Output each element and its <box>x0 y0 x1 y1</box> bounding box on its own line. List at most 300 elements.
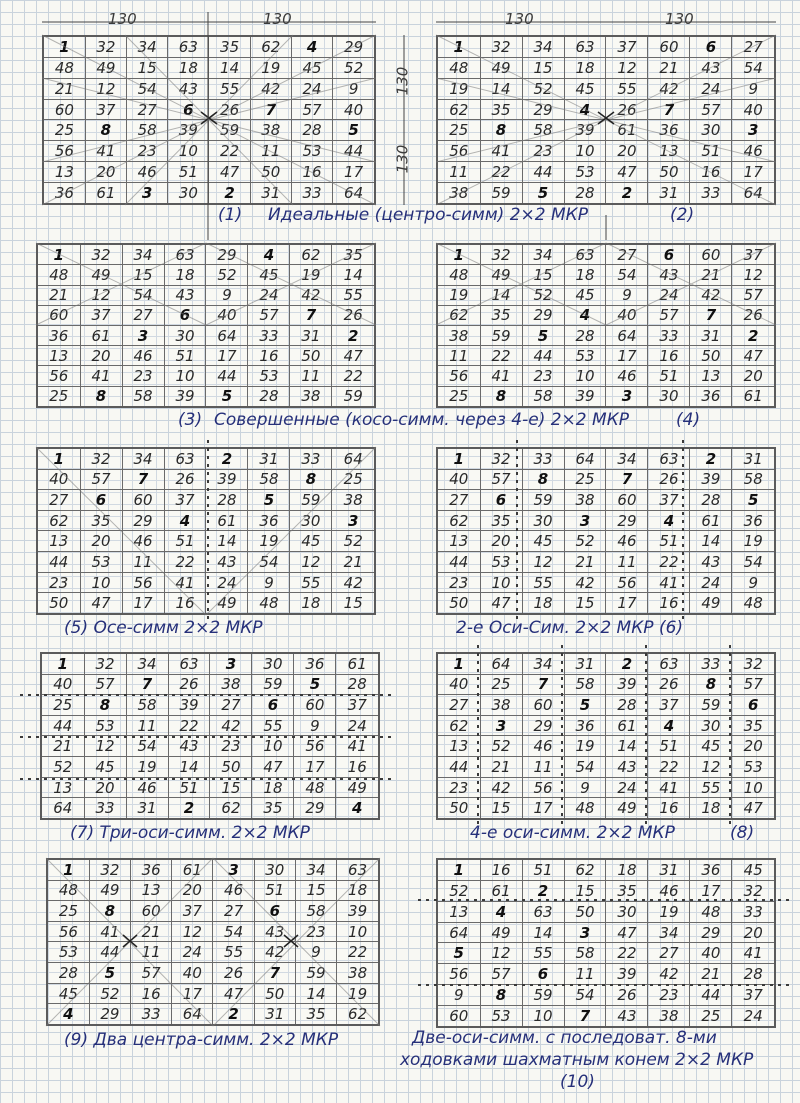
square-cell: 61 <box>606 715 648 736</box>
square-cell: 54 <box>732 552 775 573</box>
square-row <box>41 757 379 778</box>
square-cell: 2 <box>732 325 775 345</box>
square-cell: 38 <box>648 1006 690 1027</box>
square-cell: 30 <box>690 715 732 736</box>
square-row <box>437 715 775 736</box>
square-cell: 27 <box>127 99 168 120</box>
square-cell: 30 <box>254 859 295 880</box>
square-cell: 26 <box>209 99 250 120</box>
square-cell: 8 <box>690 674 732 695</box>
square-cell: 48 <box>437 265 480 285</box>
square-cell: 44 <box>37 552 80 573</box>
square-cell: 32 <box>80 244 122 265</box>
square-cell: 13 <box>437 531 480 552</box>
square-cell: 17 <box>206 346 248 366</box>
square-row <box>437 757 775 778</box>
square-cell: 10 <box>732 777 775 798</box>
square-cell: 64 <box>480 653 522 674</box>
square-cell: 37 <box>172 901 213 922</box>
square-cell: 54 <box>213 921 254 942</box>
square-cell: 25 <box>47 901 89 922</box>
square-cell: 9 <box>333 78 375 99</box>
square-cell: 4 <box>248 244 290 265</box>
square-cell: 43 <box>206 552 248 573</box>
square-cell: 35 <box>80 510 122 531</box>
square-cell: 14 <box>206 531 248 552</box>
square-cell: 41 <box>336 736 379 757</box>
square-cell: 36 <box>732 510 775 531</box>
square-row <box>41 798 379 819</box>
square-cell: 24 <box>172 942 213 963</box>
square-cell: 57 <box>248 305 290 325</box>
square-cell: 51 <box>164 346 206 366</box>
square-cell: 54 <box>126 736 168 757</box>
square-cell: 21 <box>648 57 690 78</box>
square-cell: 3 <box>210 653 252 674</box>
square-cell: 54 <box>248 552 290 573</box>
square-cell: 36 <box>131 859 172 880</box>
square-cell: 9 <box>732 572 775 593</box>
square-cell: 51 <box>648 736 690 757</box>
square-cell: 55 <box>606 78 648 99</box>
dimension-label: 130 <box>263 10 292 28</box>
square-cell: 13 <box>648 141 690 162</box>
square-cell: 42 <box>480 777 522 798</box>
square-cell: 51 <box>522 859 564 880</box>
square-cell: 7 <box>648 99 690 120</box>
square-cell: 19 <box>564 736 606 757</box>
square-cell: 18 <box>252 777 294 798</box>
square-cell: 5 <box>206 386 248 407</box>
square-cell: 20 <box>732 366 775 386</box>
square-cell: 62 <box>437 510 480 531</box>
square-cell: 56 <box>294 736 336 757</box>
square-cell: 33 <box>291 183 332 204</box>
square-cell: 15 <box>480 798 522 819</box>
square-row <box>41 777 379 798</box>
square-cell: 37 <box>732 244 775 265</box>
square-cell: 40 <box>437 469 480 490</box>
square-cell: 19 <box>732 531 775 552</box>
caption-7: (7) Три-оси-симм. 2×2 МКР <box>70 823 310 843</box>
square-cell: 59 <box>290 490 332 511</box>
square-cell: 55 <box>252 715 294 736</box>
square-cell: 22 <box>480 346 522 366</box>
square-cell: 30 <box>164 325 206 345</box>
square-cell: 5 <box>437 943 480 964</box>
square-cell: 26 <box>648 674 690 695</box>
square-cell: 6 <box>690 36 732 57</box>
square-cell: 43 <box>606 1006 648 1027</box>
square-cell: 14 <box>480 78 522 99</box>
square-cell: 35 <box>732 715 775 736</box>
square-cell: 7 <box>606 469 648 490</box>
square-cell: 60 <box>648 36 690 57</box>
square-cell: 58 <box>248 469 290 490</box>
square-cell: 41 <box>648 777 690 798</box>
square-cell: 13 <box>131 880 172 901</box>
square-cell: 53 <box>248 366 290 386</box>
square-cell: 42 <box>332 572 375 593</box>
square-cell: 14 <box>690 531 732 552</box>
square-row <box>437 695 775 716</box>
square-cell: 19 <box>437 285 480 305</box>
square-cell: 10 <box>164 366 206 386</box>
square-cell: 37 <box>648 490 690 511</box>
square-cell: 62 <box>437 99 480 120</box>
square-cell: 8 <box>89 901 130 922</box>
square-cell: 50 <box>210 757 252 778</box>
square-cell: 58 <box>126 695 168 716</box>
square-row <box>43 120 375 141</box>
square-cell: 56 <box>122 572 164 593</box>
square-cell: 50 <box>250 162 291 183</box>
square-cell: 64 <box>172 1004 213 1025</box>
square-cell: 6 <box>732 695 775 716</box>
square-cell: 33 <box>131 1004 172 1025</box>
square-row <box>437 859 775 880</box>
square-cell: 58 <box>564 943 606 964</box>
square-cell: 59 <box>295 963 336 984</box>
square-cell: 63 <box>168 653 210 674</box>
square-cell: 17 <box>606 346 648 366</box>
square-cell: 41 <box>480 366 522 386</box>
square-cell: 20 <box>732 736 775 757</box>
square-cell: 59 <box>209 120 250 141</box>
square-cell: 31 <box>564 653 606 674</box>
square-cell: 47 <box>606 162 648 183</box>
square-cell: 58 <box>122 386 164 407</box>
square-cell: 12 <box>606 57 648 78</box>
square-cell: 34 <box>522 244 564 265</box>
square-cell: 12 <box>690 757 732 778</box>
square-row <box>437 736 775 757</box>
square-cell: 31 <box>290 325 332 345</box>
square-row <box>437 265 775 285</box>
square-row <box>437 985 775 1006</box>
square-cell: 52 <box>564 531 606 552</box>
square-cell: 29 <box>294 798 336 819</box>
square-cell: 35 <box>209 36 250 57</box>
square-cell: 59 <box>480 325 522 345</box>
square-cell: 62 <box>437 305 480 325</box>
square-cell: 58 <box>732 469 775 490</box>
square-row <box>41 736 379 757</box>
square-cell: 56 <box>437 964 480 985</box>
square-row <box>43 183 375 204</box>
square-cell: 33 <box>732 901 775 922</box>
square-cell: 49 <box>606 798 648 819</box>
square-cell: 6 <box>522 964 564 985</box>
square-cell: 41 <box>89 921 130 942</box>
square-cell: 47 <box>252 757 294 778</box>
square-cell: 3 <box>332 510 375 531</box>
square-cell: 15 <box>522 57 564 78</box>
square-row <box>43 78 375 99</box>
square-cell: 48 <box>47 880 89 901</box>
square-cell: 42 <box>290 285 332 305</box>
square-cell: 45 <box>564 285 606 305</box>
square-cell: 14 <box>332 265 375 285</box>
square-cell: 39 <box>564 386 606 407</box>
square-cell: 57 <box>291 99 332 120</box>
square-cell: 29 <box>122 510 164 531</box>
square-cell: 46 <box>732 141 775 162</box>
square-cell: 16 <box>291 162 332 183</box>
square-cell: 1 <box>437 36 480 57</box>
square-cell: 36 <box>690 859 732 880</box>
square-cell: 43 <box>164 285 206 305</box>
square-cell: 9 <box>248 572 290 593</box>
square-cell: 5 <box>564 695 606 716</box>
square-cell: 52 <box>522 285 564 305</box>
square-cell: 7 <box>564 1006 606 1027</box>
square-cell: 26 <box>168 674 210 695</box>
square-cell: 10 <box>337 921 379 942</box>
square-cell: 38 <box>332 490 375 511</box>
square-cell: 3 <box>564 510 606 531</box>
square-cell: 61 <box>85 183 126 204</box>
square-cell: 64 <box>206 325 248 345</box>
square-cell: 36 <box>43 183 85 204</box>
square-cell: 62 <box>564 859 606 880</box>
square-cell: 56 <box>606 572 648 593</box>
square-row <box>437 469 775 490</box>
square-cell: 40 <box>37 469 80 490</box>
square-cell: 52 <box>89 983 130 1004</box>
square-cell: 43 <box>606 757 648 778</box>
square-cell: 41 <box>80 366 122 386</box>
square-cell: 7 <box>690 305 732 325</box>
square-cell: 20 <box>732 922 775 943</box>
magic-square-4 <box>436 243 776 408</box>
square-cell: 45 <box>84 757 126 778</box>
square-row <box>43 141 375 162</box>
square-cell: 46 <box>126 777 168 798</box>
square-cell: 8 <box>480 120 522 141</box>
square-cell: 47 <box>332 346 375 366</box>
square-cell: 31 <box>690 325 732 345</box>
square-cell: 42 <box>254 942 295 963</box>
square-cell: 48 <box>732 593 775 614</box>
square-cell: 38 <box>290 386 332 407</box>
square-row <box>437 366 775 386</box>
square-cell: 33 <box>522 448 564 469</box>
square-cell: 13 <box>437 901 480 922</box>
square-cell: 52 <box>332 531 375 552</box>
square-cell: 14 <box>480 285 522 305</box>
square-cell: 46 <box>122 346 164 366</box>
square-row <box>437 285 775 305</box>
square-cell: 53 <box>47 942 89 963</box>
square-cell: 1 <box>437 859 480 880</box>
square-cell: 24 <box>248 285 290 305</box>
square-cell: 24 <box>690 78 732 99</box>
square-cell: 51 <box>168 162 209 183</box>
square-cell: 29 <box>522 715 564 736</box>
square-cell: 39 <box>164 386 206 407</box>
magic-square-9 <box>46 858 380 1026</box>
square-cell: 1 <box>437 244 480 265</box>
square-cell: 56 <box>47 921 89 942</box>
square-cell: 24 <box>336 715 379 736</box>
square-cell: 24 <box>732 1006 775 1027</box>
square-cell: 64 <box>732 183 775 204</box>
square-row <box>37 510 375 531</box>
square-cell: 25 <box>690 1006 732 1027</box>
square-cell: 7 <box>522 674 564 695</box>
square-cell: 10 <box>168 141 209 162</box>
square-cell: 32 <box>480 36 522 57</box>
caption-5: (5) Осе-симм 2×2 МКР <box>64 618 263 638</box>
square-cell: 52 <box>480 736 522 757</box>
square-cell: 25 <box>564 469 606 490</box>
square-cell: 17 <box>172 983 213 1004</box>
square-cell: 53 <box>564 162 606 183</box>
square-cell: 64 <box>41 798 84 819</box>
square-cell: 4 <box>164 510 206 531</box>
square-cell: 16 <box>336 757 379 778</box>
square-cell: 44 <box>437 552 480 573</box>
square-cell: 20 <box>606 141 648 162</box>
square-cell: 52 <box>522 78 564 99</box>
square-cell: 23 <box>295 921 336 942</box>
square-cell: 61 <box>206 510 248 531</box>
square-cell: 57 <box>480 964 522 985</box>
square-cell: 13 <box>37 531 80 552</box>
square-cell: 24 <box>206 572 248 593</box>
square-cell: 22 <box>168 715 210 736</box>
square-cell: 59 <box>252 674 294 695</box>
square-cell: 27 <box>648 943 690 964</box>
square-cell: 33 <box>690 653 732 674</box>
square-cell: 50 <box>564 901 606 922</box>
square-cell: 49 <box>206 593 248 614</box>
square-row <box>437 346 775 366</box>
square-cell: 18 <box>164 265 206 285</box>
square-cell: 44 <box>690 985 732 1006</box>
square-cell: 10 <box>564 141 606 162</box>
square-cell: 40 <box>732 99 775 120</box>
square-cell: 60 <box>122 490 164 511</box>
square-cell: 55 <box>332 285 375 305</box>
square-cell: 51 <box>648 366 690 386</box>
square-cell: 56 <box>43 141 85 162</box>
square-cell: 36 <box>690 386 732 407</box>
square-cell: 52 <box>333 57 375 78</box>
square-cell: 13 <box>437 736 480 757</box>
caption-2: (2) <box>670 205 695 225</box>
square-cell: 12 <box>480 943 522 964</box>
square-cell: 42 <box>210 715 252 736</box>
square-cell: 56 <box>37 366 80 386</box>
square-cell: 52 <box>206 265 248 285</box>
square-cell: 24 <box>291 78 332 99</box>
square-cell: 22 <box>337 942 379 963</box>
square-cell: 17 <box>690 880 732 901</box>
square-cell: 16 <box>131 983 172 1004</box>
square-cell: 41 <box>732 943 775 964</box>
square-cell: 54 <box>564 985 606 1006</box>
square-cell: 46 <box>606 366 648 386</box>
square-cell: 23 <box>127 141 168 162</box>
square-cell: 15 <box>122 265 164 285</box>
square-cell: 23 <box>648 985 690 1006</box>
square-row <box>437 572 775 593</box>
square-cell: 51 <box>254 880 295 901</box>
square-row <box>37 265 375 285</box>
square-cell: 44 <box>522 346 564 366</box>
square-cell: 41 <box>648 572 690 593</box>
square-cell: 50 <box>648 162 690 183</box>
square-cell: 9 <box>437 985 480 1006</box>
square-cell: 29 <box>89 1004 130 1025</box>
square-cell: 29 <box>522 305 564 325</box>
square-cell: 18 <box>690 798 732 819</box>
square-cell: 11 <box>606 552 648 573</box>
square-cell: 48 <box>43 57 85 78</box>
square-cell: 21 <box>131 921 172 942</box>
square-cell: 32 <box>732 880 775 901</box>
square-cell: 2 <box>690 448 732 469</box>
square-cell: 5 <box>522 325 564 345</box>
square-cell: 60 <box>522 695 564 716</box>
square-cell: 64 <box>564 448 606 469</box>
square-cell: 60 <box>606 490 648 511</box>
square-cell: 32 <box>480 244 522 265</box>
square-cell: 2 <box>332 325 375 345</box>
square-cell: 6 <box>80 490 122 511</box>
square-cell: 28 <box>732 964 775 985</box>
square-cell: 31 <box>126 798 168 819</box>
square-cell: 9 <box>606 285 648 305</box>
square-row <box>437 120 775 141</box>
square-cell: 23 <box>437 572 480 593</box>
square-cell: 47 <box>209 162 250 183</box>
square-cell: 35 <box>332 244 375 265</box>
square-cell: 2 <box>606 183 648 204</box>
square-cell: 28 <box>47 963 89 984</box>
square-cell: 63 <box>522 901 564 922</box>
square-cell: 53 <box>480 552 522 573</box>
square-cell: 43 <box>648 265 690 285</box>
square-cell: 57 <box>690 99 732 120</box>
square-cell: 10 <box>480 572 522 593</box>
square-cell: 54 <box>732 57 775 78</box>
square-cell: 11 <box>437 346 480 366</box>
magic-square-5 <box>36 447 376 615</box>
square-cell: 1 <box>47 859 89 880</box>
square-cell: 18 <box>564 265 606 285</box>
square-cell: 33 <box>690 183 732 204</box>
square-cell: 51 <box>648 531 690 552</box>
square-cell: 34 <box>122 244 164 265</box>
square-cell: 19 <box>248 531 290 552</box>
square-cell: 17 <box>732 162 775 183</box>
square-cell: 39 <box>564 120 606 141</box>
square-cell: 4 <box>648 715 690 736</box>
square-row <box>41 715 379 736</box>
square-cell: 45 <box>690 736 732 757</box>
square-cell: 26 <box>606 99 648 120</box>
square-cell: 53 <box>84 715 126 736</box>
square-cell: 28 <box>564 183 606 204</box>
square-cell: 55 <box>209 78 250 99</box>
square-cell: 26 <box>732 305 775 325</box>
square-cell: 23 <box>522 366 564 386</box>
square-cell: 21 <box>690 964 732 985</box>
square-cell: 15 <box>210 777 252 798</box>
